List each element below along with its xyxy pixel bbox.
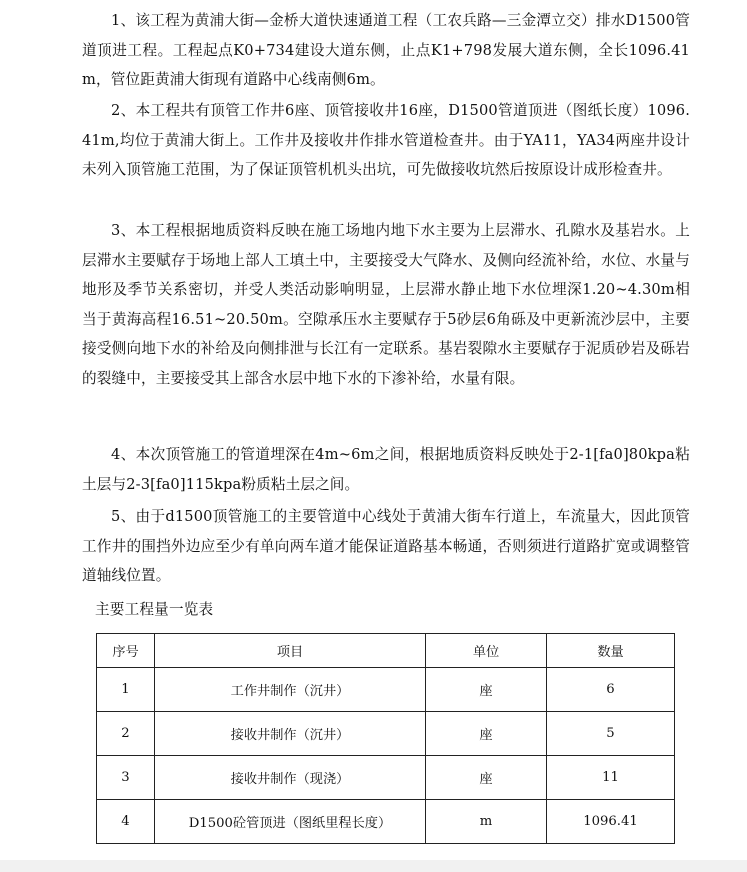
cell-index: 3 [97, 756, 155, 800]
table-row [97, 712, 675, 756]
header-quantity: 数量 [547, 634, 675, 668]
quantity-table [96, 633, 675, 844]
cell-item: 接收井制作（现浇） [155, 756, 426, 800]
table-caption: 主要工程量一览表 [95, 601, 214, 618]
cell-unit: 座 [426, 756, 547, 800]
table-row [97, 668, 675, 712]
table-row [97, 800, 675, 844]
cell-unit: 座 [426, 668, 547, 712]
paragraph-4: 4、本次顶管施工的管道埋深在4m~6m之间，根据地质资料反映处于2-1[fa0]80kpa粘土层与2-3[fa0]115kpa粉质粘土层之间。 [82, 446, 690, 493]
cell-index: 1 [97, 668, 155, 712]
header-unit: 单位 [426, 634, 547, 668]
paragraph-2: 2、本工程共有顶管工作井6座、顶管接收井16座，D1500管道顶进（图纸长度）1096.41m,均位于黄浦大街上。工作井及接收井作排水管道检查井。由于YA11，YA34两座井设计未列入顶管施工范围，为了保证顶管机机头出坑，可先做接收坑然后按原设计成形检查井。 [82, 102, 690, 179]
cell-index: 2 [97, 712, 155, 756]
page-bottom-strip [0, 860, 747, 872]
cell-quantity: 5 [547, 712, 675, 756]
cell-quantity: 11 [547, 756, 675, 800]
cell-item: 接收井制作（沉井） [155, 712, 426, 756]
paragraph-5: 5、由于d1500顶管施工的主要管道中心线处于黄浦大街车行道上，车流量大，因此顶管工作井的围挡外边应至少有单向两车道才能保证道路基本畅通，否则须进行道路扩宽或调整管道轴线位置。 [82, 508, 690, 585]
paragraph-1: 1、该工程为黄浦大街—金桥大道快速通道工程（工农兵路—三金潭立交）排水D1500管道顶进工程。工程起点K0+734建设大道东侧，止点K1+798发展大道东侧，全长1096.41m，管位距黄浦大街现有道路中心线南侧6m。 [82, 12, 690, 89]
header-index: 序号 [97, 634, 155, 668]
cell-quantity: 1096.41 [547, 800, 675, 844]
table-header-row [97, 634, 675, 668]
table-row [97, 756, 675, 800]
header-item: 项目 [155, 634, 426, 668]
cell-item: D1500砼管顶进（图纸里程长度） [155, 800, 426, 844]
paragraph-3: 3、本工程根据地质资料反映在施工场地内地下水主要为上层滞水、孔隙水及基岩水。上层滞水主要赋存于场地上部人工填土中，主要接受大气降水、及侧向经流补给，水位、水量与地形及季节关系密切，并受人类活动影响明显，上层滞水静止地下水位埋深1.20~4.30m相当于黄海高程16.51~20.50m。空隙承压水主要赋存于5砂层6角砾及中更新流沙层中，主要接受侧向地下水的补给及向侧排泄与长江有一定联系。基岩裂隙水主要赋存于泥质砂岩及砾岩的裂缝中，主要接受其上部含水层中地下水的下渗补给，水量有限。 [82, 222, 690, 387]
cell-unit: 座 [426, 712, 547, 756]
cell-item: 工作井制作（沉井） [155, 668, 426, 712]
cell-quantity: 6 [547, 668, 675, 712]
cell-unit: m [426, 800, 547, 844]
cell-index: 4 [97, 800, 155, 844]
